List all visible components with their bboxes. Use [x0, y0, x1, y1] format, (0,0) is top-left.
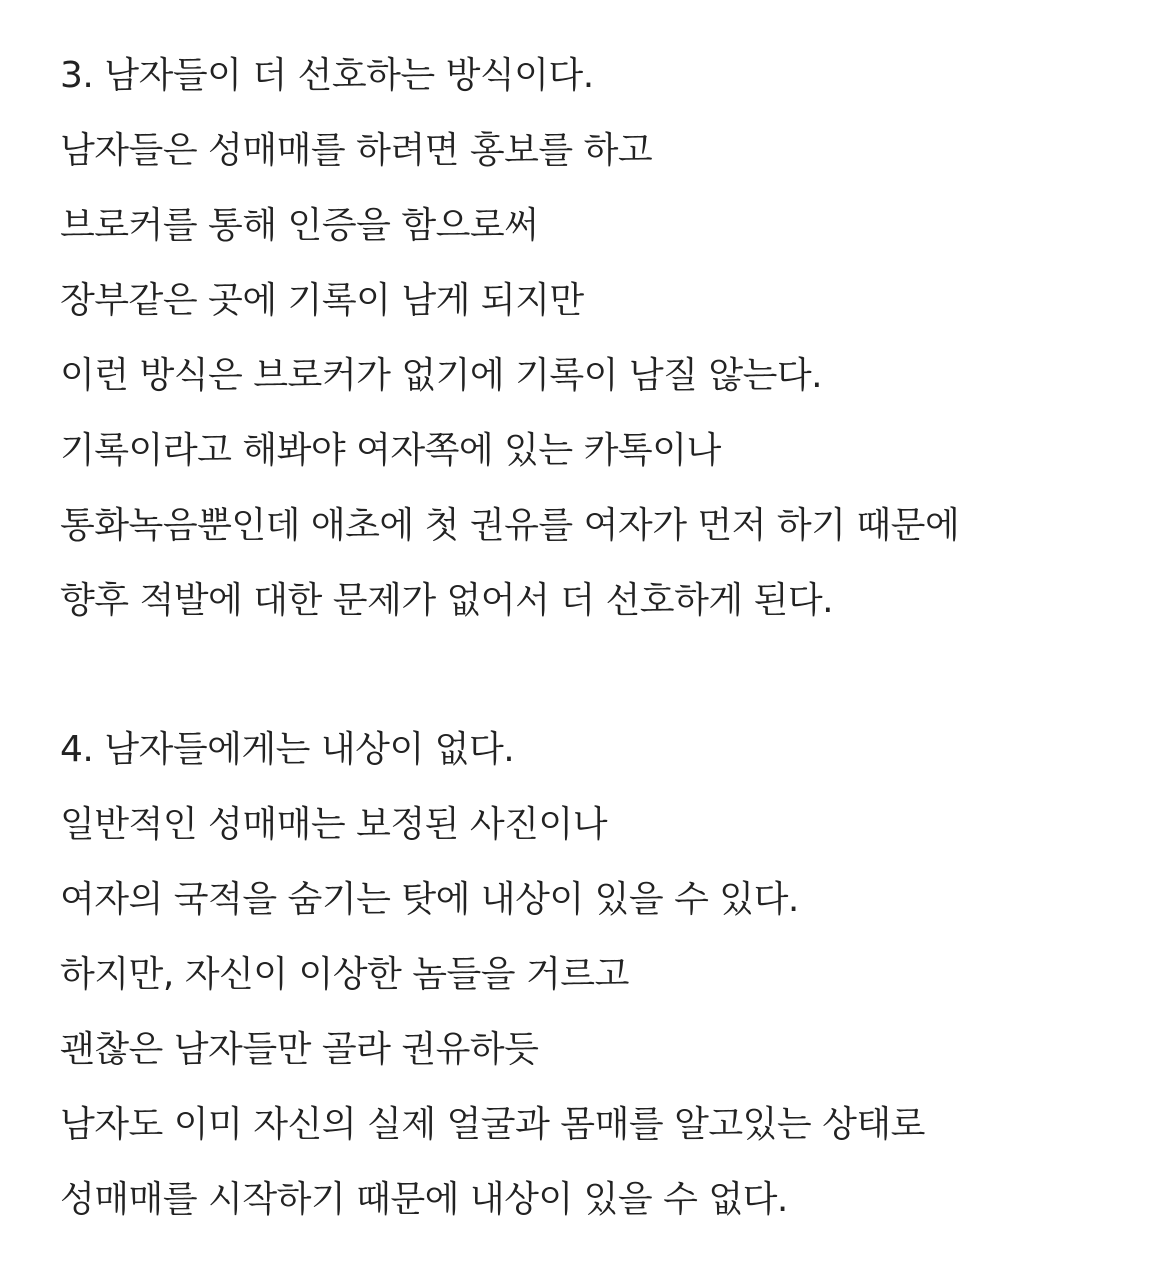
- text-line: 통화녹음뿐인데 애초에 첫 권유를 여자가 먼저 하기 때문에: [60, 505, 960, 546]
- text-line: 남자들은 성매매를 하려면 홍보를 하고: [60, 130, 653, 171]
- text-line: 남자도 이미 자신의 실제 얼굴과 몸매를 알고있는 상태로: [60, 1104, 925, 1145]
- text-line: 괜찮은 남자들만 골라 권유하듯: [60, 1029, 539, 1070]
- text-line: 브로커를 통해 인증을 함으로써: [60, 205, 539, 246]
- section-heading: 3. 남자들이 더 선호하는 방식이다.: [60, 55, 594, 96]
- text-line: 향후 적발에 대한 문제가 없어서 더 선호하게 된다.: [60, 580, 834, 621]
- text-line: 성매매를 시작하기 때문에 내상이 있을 수 없다.: [60, 1179, 788, 1220]
- text-line: 이런 방식은 브로커가 없기에 기록이 남질 않는다.: [60, 355, 823, 396]
- text-line: 일반적인 성매매는 보정된 사진이나: [60, 804, 607, 845]
- section-heading: 4. 남자들에게는 내상이 없다.: [60, 729, 515, 770]
- text-line: 하지만, 자신이 이상한 놈들을 거르고: [60, 954, 629, 995]
- section-3: [60, 38, 1140, 638]
- text-line: 기록이라고 해봐야 여자쪽에 있는 카톡이나: [60, 430, 721, 471]
- section-4: [60, 712, 1140, 1237]
- text-line: 여자의 국적을 숨기는 탓에 내상이 있을 수 있다.: [60, 879, 799, 920]
- document-body: [60, 38, 1140, 1237]
- text-line: 장부같은 곳에 기록이 남게 되지만: [60, 280, 584, 321]
